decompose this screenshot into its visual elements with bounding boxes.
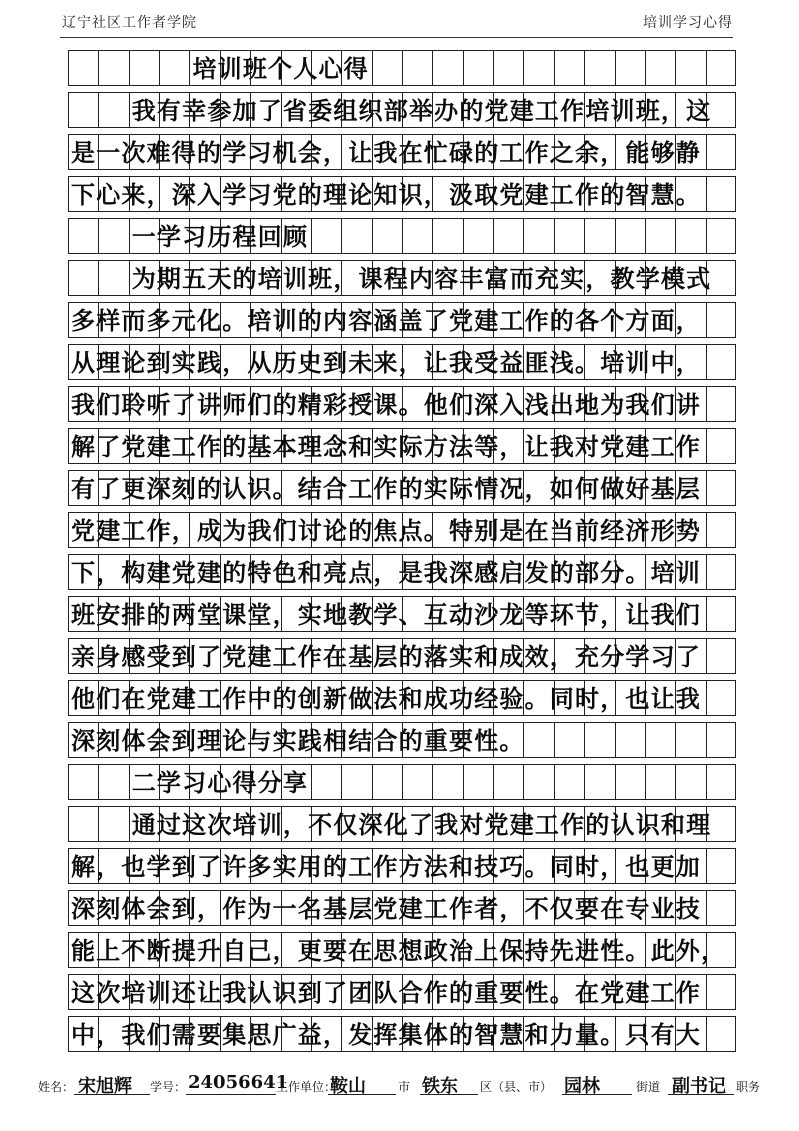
grid-cell-line <box>615 51 616 85</box>
grid-cell-line <box>706 51 707 85</box>
grid-cell-line <box>645 765 646 799</box>
id-underline <box>186 1094 276 1095</box>
grid-cell-line <box>706 345 707 379</box>
grid-row <box>68 302 736 338</box>
grid-cell-line <box>68 429 69 463</box>
unit-label: 工作单位： <box>276 1080 337 1094</box>
grid-row <box>68 50 736 86</box>
grid-row <box>68 470 736 506</box>
grid-cell-line <box>615 219 616 253</box>
handwritten-line: 下，构建党建的特色和亮点，是我深感启发的部分。培训 <box>71 558 701 587</box>
grid-cell-line <box>735 177 736 211</box>
grid-cell-line <box>68 177 69 211</box>
city-label: 市 <box>398 1080 411 1094</box>
grid-row <box>68 638 736 674</box>
grid-cell-line <box>706 429 707 463</box>
grid-cell-line <box>706 219 707 253</box>
grid-cell-line <box>735 555 736 589</box>
grid-row <box>68 764 736 800</box>
grid-cell-line <box>98 219 99 253</box>
grid-cell-line <box>68 723 69 757</box>
grid-cell-line <box>735 345 736 379</box>
grid-cell-line <box>706 1017 707 1051</box>
grid-cell-line <box>129 93 130 127</box>
handwritten-line: 为期五天的培训班，课程内容丰富而充实，教学模式 <box>131 264 712 293</box>
grid-cell-line <box>68 261 69 295</box>
grid-row <box>68 176 736 212</box>
manuscript-grid <box>68 50 736 1058</box>
grid-cell-line <box>432 219 433 253</box>
grid-row <box>68 554 736 590</box>
grid-cell-line <box>493 51 494 85</box>
grid-cell-line <box>735 513 736 547</box>
grid-cell-line <box>68 849 69 883</box>
handwritten-line: 下心来，深入学习党的理论知识，汲取党建工作的智慧。 <box>71 180 701 209</box>
grid-row <box>68 890 736 926</box>
grid-cell-line <box>98 765 99 799</box>
handwritten-line: 从理论到实践，从历史到未来，让我受益匪浅。培训中， <box>71 348 701 377</box>
id-label: 学号： <box>150 1080 187 1094</box>
grid-cell-line <box>68 891 69 925</box>
grid-cell-line <box>311 765 312 799</box>
grid-cell-line <box>706 387 707 421</box>
street-label: 街道 <box>636 1080 661 1094</box>
grid-cell-line <box>402 219 403 253</box>
grid-cell-line <box>584 51 585 85</box>
name-underline <box>74 1094 150 1095</box>
grid-cell-line <box>523 765 524 799</box>
grid-cell-line <box>68 513 69 547</box>
street-value: 园林 <box>564 1076 600 1097</box>
grid-cell-line <box>735 681 736 715</box>
handwritten-line: 深刻体会到理论与实践相结合的重要性。 <box>71 726 525 755</box>
city-value: 鞍山 <box>330 1076 366 1097</box>
grid-cell-line <box>68 807 69 841</box>
grid-cell-line <box>706 177 707 211</box>
grid-cell-line <box>584 723 585 757</box>
grid-cell-line <box>129 807 130 841</box>
grid-cell-line <box>706 891 707 925</box>
grid-cell-line <box>68 639 69 673</box>
grid-cell-line <box>98 93 99 127</box>
grid-cell-line <box>129 765 130 799</box>
grid-cell-line <box>68 345 69 379</box>
grid-row <box>68 680 736 716</box>
grid-cell-line <box>735 849 736 883</box>
grid-cell-line <box>735 93 736 127</box>
handwritten-line: 党建工作，成为我们讨论的焦点。特别是在当前经济形势 <box>71 516 701 545</box>
duty-underline <box>668 1094 734 1095</box>
grid-row <box>68 92 736 128</box>
handwritten-line: 我有幸参加了省委组织部举办的党建工作培训班，这 <box>131 96 712 125</box>
grid-cell-line <box>735 933 736 967</box>
handwritten-line: 深刻体会到，作为一名基层党建工作者，不仅要在专业技 <box>71 894 701 923</box>
grid-cell-line <box>68 765 69 799</box>
grid-cell-line <box>341 219 342 253</box>
district-value: 铁东 <box>422 1076 458 1097</box>
grid-cell-line <box>735 765 736 799</box>
grid-cell-line <box>68 387 69 421</box>
grid-cell-line <box>735 807 736 841</box>
grid-cell-line <box>523 219 524 253</box>
grid-row <box>68 344 736 380</box>
grid-cell-line <box>68 303 69 337</box>
handwritten-line: 他们在党建工作中的创新做法和成功经验。同时，也让我 <box>71 684 701 713</box>
grid-row <box>68 386 736 422</box>
grid-cell-line <box>341 765 342 799</box>
handwritten-line: 解，也学到了许多实用的工作方法和技巧。同时，也更加 <box>71 852 701 881</box>
grid-cell-line <box>706 513 707 547</box>
grid-cell-line <box>432 51 433 85</box>
grid-row <box>68 1016 736 1052</box>
grid-cell-line <box>402 51 403 85</box>
grid-cell-line <box>68 51 69 85</box>
grid-cell-line <box>432 765 433 799</box>
grid-cell-line <box>735 303 736 337</box>
grid-cell-line <box>68 135 69 169</box>
grid-cell-line <box>706 555 707 589</box>
handwritten-line: 中，我们需要集思广益，发挥集体的智慧和力量。只有大 <box>71 1020 701 1049</box>
handwritten-line: 这次培训还让我认识到了团队合作的重要性。在党建工作 <box>71 978 701 1007</box>
grid-cell-line <box>706 681 707 715</box>
handwritten-line: 能上不断提升自己，更要在思想政治上保持先进性。此外， <box>71 936 727 965</box>
city-underline <box>328 1094 396 1095</box>
grid-cell-line <box>372 765 373 799</box>
grid-cell-line <box>129 51 130 85</box>
grid-cell-line <box>402 765 403 799</box>
handwritten-line: 二学习心得分享 <box>131 768 309 797</box>
grid-cell-line <box>159 51 160 85</box>
grid-cell-line <box>68 555 69 589</box>
grid-cell-line <box>706 135 707 169</box>
grid-cell-line <box>189 51 190 85</box>
grid-cell-line <box>706 471 707 505</box>
grid-cell-line <box>735 471 736 505</box>
grid-row <box>68 974 736 1010</box>
grid-cell-line <box>372 51 373 85</box>
grid-cell-line <box>615 765 616 799</box>
footer-info <box>38 1074 759 1098</box>
grid-cell-line <box>554 219 555 253</box>
grid-cell-line <box>735 387 736 421</box>
grid-cell-line <box>68 597 69 631</box>
grid-cell-line <box>735 135 736 169</box>
grid-cell-line <box>554 765 555 799</box>
grid-cell-line <box>554 723 555 757</box>
grid-cell-line <box>735 261 736 295</box>
duty-value: 副书记 <box>672 1076 726 1097</box>
grid-cell-line <box>68 681 69 715</box>
grid-cell-line <box>68 219 69 253</box>
grid-cell-line <box>735 219 736 253</box>
header-divider <box>60 37 733 38</box>
grid-cell-line <box>735 723 736 757</box>
grid-cell-line <box>554 51 555 85</box>
grid-row <box>68 722 736 758</box>
grid-cell-line <box>706 723 707 757</box>
grid-cell-line <box>735 891 736 925</box>
grid-row <box>68 848 736 884</box>
grid-cell-line <box>98 261 99 295</box>
handwritten-line: 亲身感受到了党建工作在基层的落实和成效，充分学习了 <box>71 642 701 671</box>
grid-cell-line <box>645 51 646 85</box>
duty-label: 职务 <box>736 1080 761 1094</box>
header-college-name: 辽宁社区工作者学院 <box>62 15 197 31</box>
handwritten-line: 培训班个人心得 <box>192 54 369 83</box>
grid-cell-line <box>706 765 707 799</box>
grid-cell-line <box>706 975 707 1009</box>
grid-row <box>68 512 736 548</box>
header-doc-title: 培训学习心得 <box>643 15 733 31</box>
grid-cell-line <box>584 219 585 253</box>
grid-cell-line <box>735 429 736 463</box>
grid-cell-line <box>129 219 130 253</box>
grid-cell-line <box>706 303 707 337</box>
grid-cell-line <box>675 723 676 757</box>
grid-cell-line <box>463 765 464 799</box>
grid-cell-line <box>463 219 464 253</box>
name-label: 姓名： <box>38 1080 75 1094</box>
street-underline <box>562 1094 632 1095</box>
grid-cell-line <box>68 1017 69 1051</box>
grid-cell-line <box>68 975 69 1009</box>
grid-cell-line <box>129 261 130 295</box>
grid-cell-line <box>735 975 736 1009</box>
grid-cell-line <box>706 849 707 883</box>
grid-cell-line <box>311 219 312 253</box>
grid-row <box>68 428 736 464</box>
id-value: 24056641 <box>188 1072 289 1093</box>
grid-cell-line <box>706 639 707 673</box>
grid-cell-line <box>645 219 646 253</box>
handwritten-line: 我们聆听了讲师们的精彩授课。他们深入浅出地为我们讲 <box>71 390 701 419</box>
grid-cell-line <box>372 219 373 253</box>
grid-row <box>68 218 736 254</box>
grid-cell-line <box>706 597 707 631</box>
grid-cell-line <box>98 51 99 85</box>
grid-cell-line <box>68 93 69 127</box>
grid-cell-line <box>584 765 585 799</box>
handwritten-line: 是一次难得的学习机会，让我在忙碌的工作之余，能够静 <box>71 138 701 167</box>
handwritten-line: 解了党建工作的基本理念和实际方法等，让我对党建工作 <box>71 432 701 461</box>
grid-row <box>68 806 736 842</box>
grid-cell-line <box>735 639 736 673</box>
grid-row <box>68 932 736 968</box>
handwritten-line: 一学习历程回顾 <box>131 222 309 251</box>
district-label: 区（县、市） <box>480 1080 553 1094</box>
grid-cell-line <box>675 219 676 253</box>
grid-cell-line <box>735 597 736 631</box>
grid-cell-line <box>645 723 646 757</box>
grid-cell-line <box>735 1017 736 1051</box>
grid-cell-line <box>493 765 494 799</box>
grid-cell-line <box>493 219 494 253</box>
grid-cell-line <box>98 807 99 841</box>
grid-cell-line <box>68 471 69 505</box>
district-underline <box>420 1094 478 1095</box>
handwritten-line: 通过这次培训，不仅深化了我对党建工作的认识和理 <box>131 810 712 839</box>
grid-cell-line <box>735 51 736 85</box>
grid-cell-line <box>523 51 524 85</box>
handwritten-line: 多样而多元化。培训的内容涵盖了党建工作的各个方面， <box>71 306 701 335</box>
grid-row <box>68 260 736 296</box>
grid-cell-line <box>675 51 676 85</box>
grid-row <box>68 134 736 170</box>
grid-cell-line <box>675 765 676 799</box>
grid-cell-line <box>68 933 69 967</box>
grid-row <box>68 596 736 632</box>
name-value: 宋旭辉 <box>78 1076 132 1097</box>
grid-cell-line <box>615 723 616 757</box>
handwritten-line: 有了更深刻的认识。结合工作的实际情况，如何做好基层 <box>71 474 701 503</box>
grid-cell-line <box>463 51 464 85</box>
handwritten-line: 班安排的两堂课堂，实地教学、互动沙龙等环节，让我们 <box>71 600 701 629</box>
